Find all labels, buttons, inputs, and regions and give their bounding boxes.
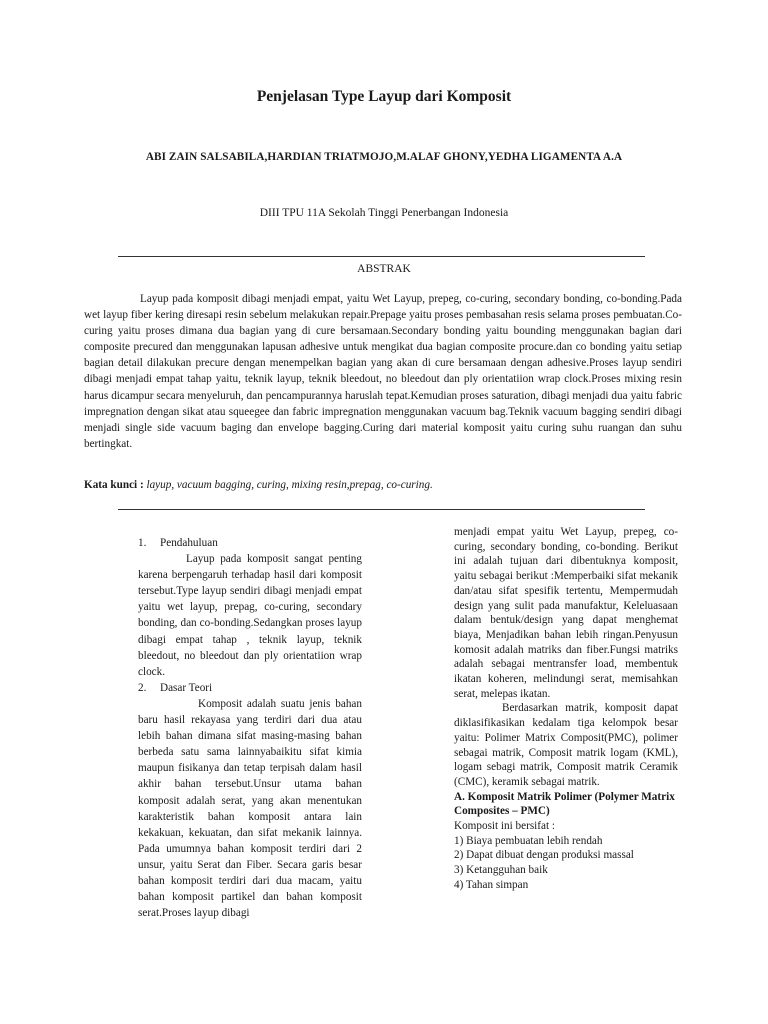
section-1-text: Layup pada komposit sangat penting karena berpengaruh terhadap hasil dari komposit tersebut.Type layup sendiri dibagi menjadi empat yaitu wet layup, prepag, co-curing, secondary bonding, dan co-bonding.Sedangkan proses layup dibagi empat tahap , teknik layup, teknik bleedout, no bleedout dan ply orientatiion wrap clock. <box>138 553 362 678</box>
section-1-heading <box>138 535 362 551</box>
abstract-text: Layup pada komposit dibagi menjadi empat, yaitu Wet Layup, prepeg, co-curing, secondary bonding, co-bonding.Pada wet layup fiber kering diresapi resin sebelum melakukan repair.Prepage yaitu proses pembasahan resis selama proses pembuatan.Co-curing yaitu proses dimana dua bagian yang di cure bersamaan.Secondary bonding yaitu bounding menggunakan bagian dari composite precured dan menggunakan lapusan adhesive untuk mengikat dua bagian composite procure.dan co bonding yaitu setiap bagian detail dilakukan precure dengan menempelkan bagian yang akan di cure bersamaan dengan adhesive.Proses layup sendiri dibagi menjadi empat tahap yaitu, teknik layup, teknik bleedout, no bleedout dan ply orientatiion wrap clock.Proses mixing resin harus dicampur secara menyeluruh, dan pencampurannya haruslah tepat.Kemudian proses saturation, dibagi menjadi dua yaitu fabric impregnation dengan sikat atau squeegee dan fabric impregnation menggunakan vacuum bag.Teknik vacuum bagging sendiri dibagi menjadi single side vacuum baging dan envelope bagging.Curing dari material komposit yaitu curing suhu ruangan dan suhu bertingkat. <box>84 293 682 450</box>
abstract-heading: ABSTRAK <box>357 263 411 275</box>
section-2-text: Komposit adalah suatu jenis bahan baru hasil rekayasa yang terdiri dari dua atau lebih bahan dimana sifat masing-masing bahan berbeda satu sama lainnyabaikitu sifat kimia maupun fisikanya dan tetap terpisah dalam hasil akhir bahan tersebut.Unsur utama bahan komposit adalah serat, yang akan menentukan karakteristik bahan komposit antara lain kekakuan, kekuatan, dan sifat mekanik lainnya. Pada umumnya bahan komposit terdiri dari 2 unsur, yaitu Serat dan Fiber. Secara garis besar bahan komposit terdiri dari dua macam, yaitu bahan komposit partikel dan bahan komposit serat.Proses layup dibagi <box>138 697 362 920</box>
section-2-paragraph <box>138 696 362 921</box>
right-paragraph-2-text: Berdasarkan matrik, komposit dapat diklasifikasikan kedalam tiga kelompok besar yaitu: Polimer Matrix Composit(PMC), polimer sebagai matrik, Composit matrik logam (KML), logam sebagi matrik, Composit matrik Ceramik (CMC), keramik sebagai matrik. <box>454 702 678 788</box>
pmc-intro: Komposit ini bersifat : <box>454 820 555 833</box>
keywords-text: layup, vacuum bagging, curing, mixing resin,prepag, co-curing. <box>146 479 433 491</box>
section-2-heading <box>138 680 362 696</box>
section-1-title: Pendahuluan <box>160 537 218 549</box>
affiliation: DIII TPU 11A Sekolah Tinggi Penerbangan Indonesia <box>259 207 509 219</box>
paper-title: Penjelasan Type Layup dari Komposit <box>256 88 512 105</box>
section-a-heading: A. Komposit Matrik Polimer (Polymer Matrix Composites – PMC) <box>454 790 675 818</box>
left-column <box>138 535 362 921</box>
right-column <box>454 525 678 893</box>
section-1-paragraph <box>138 551 362 680</box>
section-2-number: 2. <box>138 681 147 694</box>
list-item: 2) Dapat dibuat dengan produksi massal <box>454 849 634 862</box>
list-item: 3) Ketangguhan baik <box>454 864 548 877</box>
keywords <box>84 479 684 491</box>
right-paragraph-2 <box>454 701 678 789</box>
abstract-body <box>84 291 682 452</box>
pmc-properties-list <box>454 834 678 893</box>
author-list: ABI ZAIN SALSABILA,HARDIAN TRIATMOJO,M.ALAF GHONY,YEDHA LIGAMENTA A.A <box>145 151 623 163</box>
keywords-label: Kata kunci : <box>84 479 144 491</box>
section-1-number: 1. <box>138 537 147 549</box>
list-item: 1) Biaya pembuatan lebih rendah <box>454 834 603 847</box>
divider-bottom <box>118 509 645 510</box>
right-paragraph-1: menjadi empat yaitu Wet Layup, prepeg, co-curing, secondary bonding, co-bonding. Berikut ini adalah tujuan dari dibentuknya komposit, yaitu sebagai berikut :Memperbaiki sifat mekanik dan/atau sifat spesifik tertentu, Mempermudah design yang sulit pada manufaktur, Keleluasaan dalam bentuk/design yang dapat menghemat biaya, Menjadikan bahan lebih ringan.Penyusun komosit adalah matriks dan fiber.Fungsi matriks adalah sebagai mentransfer load, membentuk ikatan koheren, melindungi serat, memisahkan serat, melepas ikatan. <box>454 526 678 700</box>
list-item: 4) Tahan simpan <box>454 878 529 891</box>
section-2-title: Dasar Teori <box>160 681 213 694</box>
divider-top <box>118 256 645 257</box>
